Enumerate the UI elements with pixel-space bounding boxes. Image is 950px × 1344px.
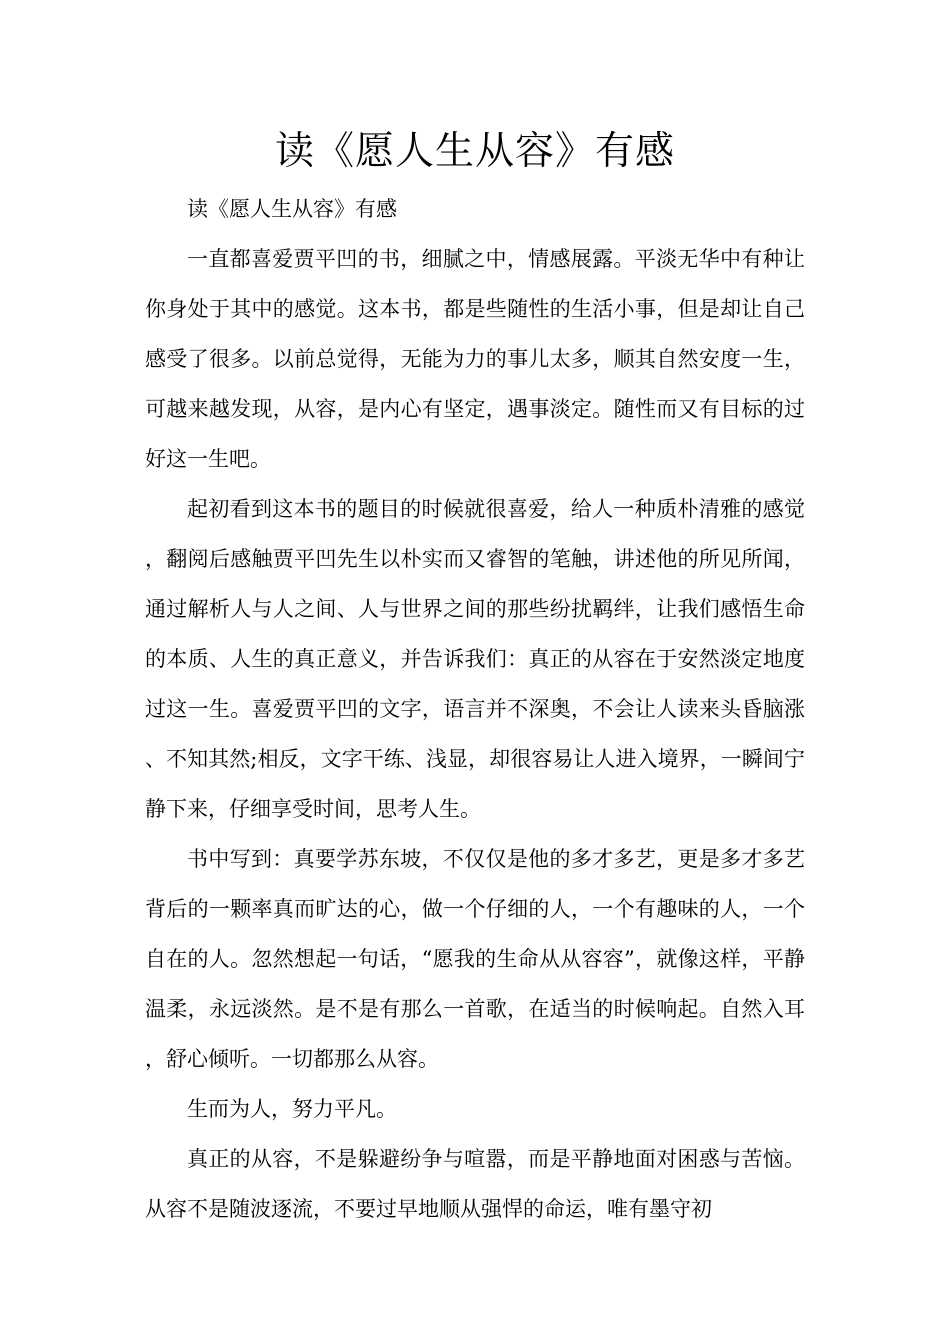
paragraph: 书中写到：真要学苏东坡，不仅仅是他的多才多艺，更是多才多艺背后的一颗率真而旷达的心，做一个仔细的人，一个有趣味的人，一个自在的人。忽然想起一句话，“愿我的生命从从容容”，就像这样，平静温柔，永远淡然。是不是有那么一首歌，在适当的时候响起。自然入耳，舒心倾听。一切都那么从容。 <box>145 847 805 1071</box>
document-body <box>145 184 805 1234</box>
paragraph: 起初看到这本书的题目的时候就很喜爱，给人一种质朴清雅的感觉，翻阅后感触贾平凹先生以朴实而又睿智的笔触，讲述他的所见所闻，通过解析人与人之间、人与世界之间的那些纷扰羁绊，让我们感悟生命的本质、人生的真正意义，并告诉我们：真正的从容在于安然淡定地度过这一生。喜爱贾平凹的文字，语言并不深奥，不会让人读来头昏脑涨、不知其然;相反，文字干练、浅显，却很容易让人进入境界，一瞬间宁静下来，仔细享受时间，思考人生。 <box>145 497 805 821</box>
paragraph: 一直都喜爱贾平凹的书，细腻之中，情感展露。平淡无华中有种让你身处于其中的感觉。这本书，都是些随性的生活小事，但是却让自己感受了很多。以前总觉得，无能为力的事儿太多，顺其自然安度一生，可越来越发现，从容，是内心有坚定，遇事淡定。随性而又有目标的过好这一生吧。 <box>145 247 805 471</box>
document-title: 读《愿人生从容》有感 <box>274 129 675 174</box>
paragraph-subtitle: 读《愿人生从容》有感 <box>187 197 397 221</box>
paragraph: 真正的从容，不是躲避纷争与喧嚣，而是平静地面对困惑与苦恼。从容不是随波逐流，不要过早地顺从强悍的命运，唯有墨守初 <box>145 1147 805 1221</box>
paragraph: 生而为人，努力平凡。 <box>187 1097 397 1121</box>
